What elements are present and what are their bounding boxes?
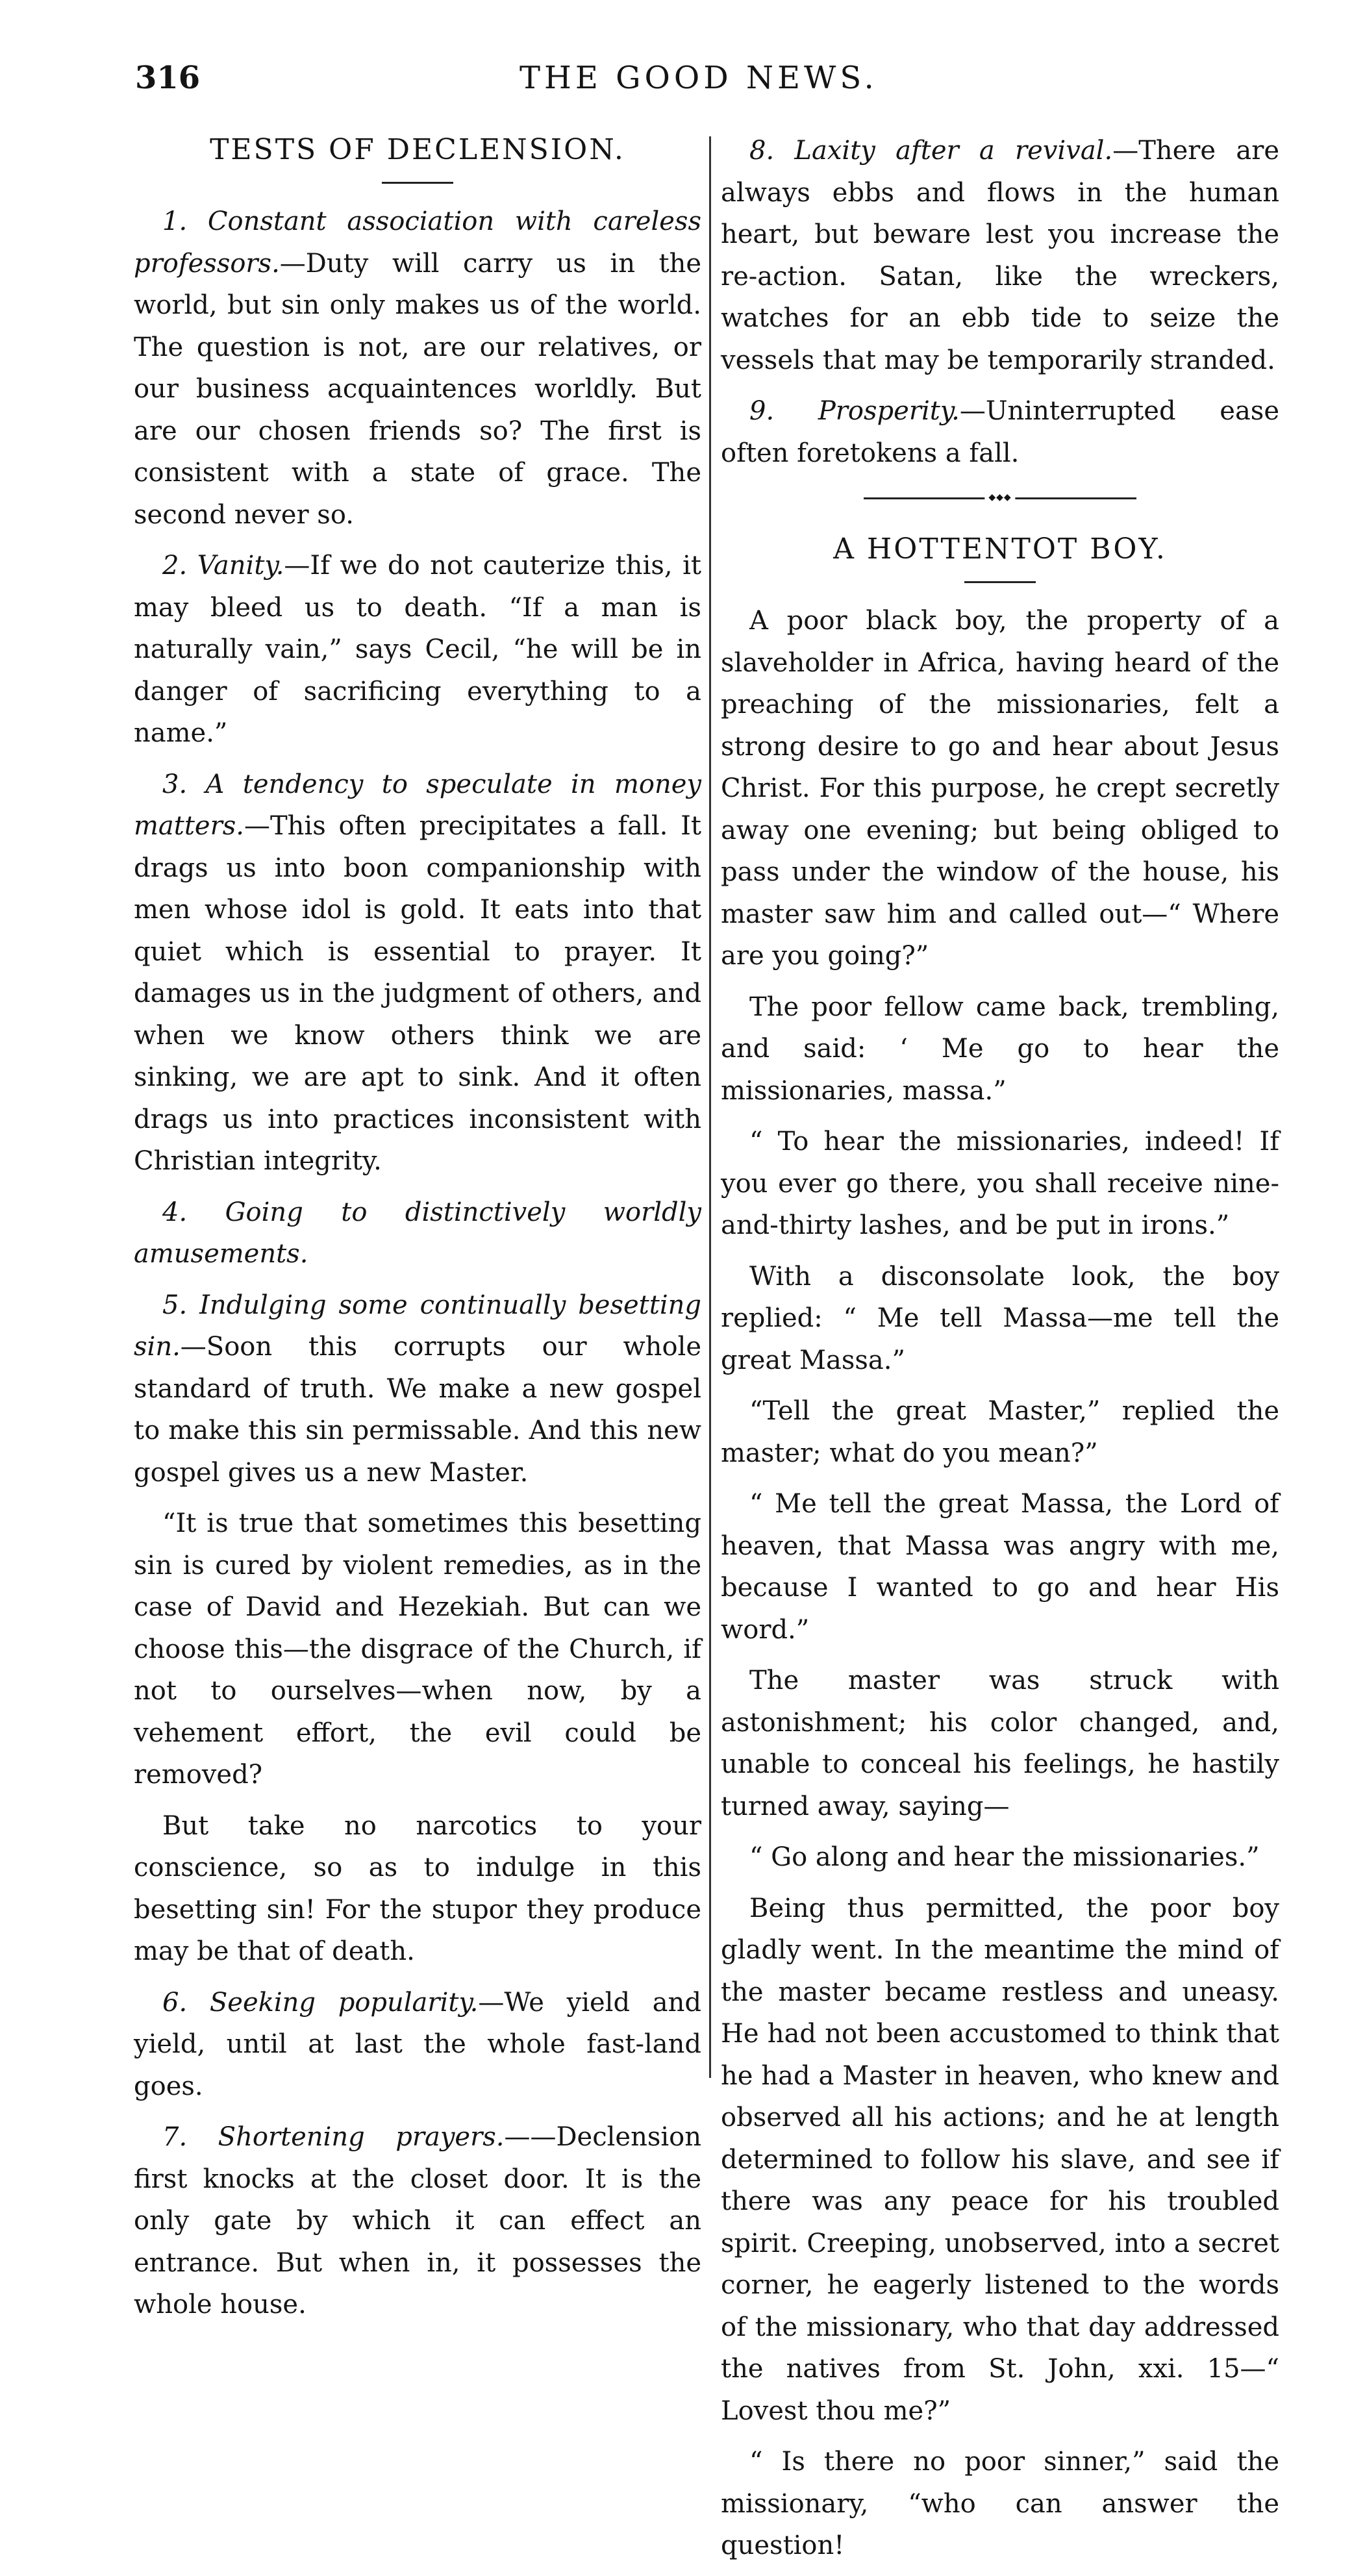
- body-paragraph: The poor fellow came back, trembling, and said: ‘ Me go to hear the missionaries, massa.”: [721, 992, 1279, 1106]
- column-divider: [709, 136, 711, 2078]
- item-label: 6. Seeking popularity.: [162, 1987, 479, 2018]
- left-column: [134, 130, 701, 2335]
- item-text: —There are always ebbs and flows in the human heart, but beware lest you increase the re-action. Satan, like the wreckers, watches for an ebb tide to seize the vessels that may be temporarily stranded.: [721, 136, 1280, 375]
- item-text: —We yield and yield, until at last the whole fast-land goes.: [134, 1987, 701, 2101]
- item-label: 9. Prosperity.: [749, 396, 960, 426]
- body-paragraph: “ Me tell the great Massa, the Lord of heaven, that Massa was angry with me, because I wanted to go and hear His word.”: [721, 1489, 1279, 1645]
- item-text: —Soon this corrupts our whole standard of truth. We make a new gospel to make this sin permissable. And this new gospel gives us a new Master.: [134, 1332, 701, 1488]
- list-item: [134, 545, 701, 755]
- item-label: 5. Indulging some continually besetting sin.: [134, 1290, 701, 1362]
- item-label: 2. Vanity.: [162, 551, 284, 581]
- heading-rule: [382, 182, 453, 184]
- item-label: 1. Constant association with careless professors.: [134, 206, 701, 279]
- item-label: 4. Going to distinctively worldly amusements.: [134, 1197, 701, 1269]
- list-item: [134, 1284, 701, 1494]
- list-item: [721, 390, 1279, 474]
- body-paragraph: “It is true that sometimes this besetting sin is cured by violent remedies, as in the case of David and Hezekiah. But can we choose this—the disgrace of the Church, if not to ourselves—when now, by a vehement effort, the evil could be removed?: [134, 1508, 701, 1790]
- item-text: —Duty will carry us in the world, but sin only makes us of the world. The question is not, are our relatives, or our business acquaintences worldly. But are our chosen friends so? The first is consistent with a state of grace. The second never so.: [134, 248, 701, 530]
- running-head: [0, 60, 1365, 105]
- item-text: ——Declension first knocks at the closet door. It is the only gate by which it can effect an entrance. But when in, it possesses the whole house.: [134, 2122, 701, 2320]
- ornament-divider: [864, 497, 1136, 499]
- article-heading-tests-of-declension: TESTS OF DECLENSION.: [210, 133, 625, 166]
- body-paragraph: The master was struck with astonishment; his color changed, and, unable to conceal his feelings, he hastily turned away, saying—: [721, 1666, 1279, 1821]
- item-text: —Uninterrupted ease often foretokens a fall.: [721, 396, 1279, 468]
- body-paragraph: A poor black boy, the property of a slaveholder in Africa, having heard of the preaching of the missionaries, felt a strong desire to go and hear about Jesus Christ. For this purpose, he crept secretly away one evening; but being obliged to pass under the window of the house, his master saw him and called out—“ Where are you going?”: [721, 606, 1279, 971]
- list-item: [134, 764, 701, 1182]
- body-paragraph: “Tell the great Master,” replied the master; what do you mean?”: [721, 1396, 1279, 1468]
- page-number: 316: [135, 60, 201, 96]
- body-paragraph: “ To hear the missionaries, indeed! If you ever go there, you shall receive nine-and-thirty lashes, and be put in irons.”: [721, 1127, 1279, 1240]
- body-paragraph: Being thus permitted, the poor boy gladly went. In the meantime the mind of the master became restless and uneasy. He had not been accustomed to think that he had a Master in heaven, who knew and observed all his actions; and he at length determined to follow his slave, and see if there was any peace for his troubled spirit. Creeping, unobserved, into a secret corner, he eagerly listened to the words of the missionary, who that day addressed the natives from St. John, xxi. 15—“ Lovest thou me?”: [721, 1893, 1279, 2426]
- body-paragraph: With a disconsolate look, the boy replied: “ Me tell Massa—me tell the great Massa.”: [721, 1261, 1279, 1375]
- item-label: 7. Shortening prayers.: [162, 2122, 505, 2152]
- body-paragraph: “ Is there no poor sinner,” said the missionary, “who can answer the question!: [721, 2447, 1279, 2560]
- list-item: [721, 130, 1279, 381]
- list-item: [134, 201, 701, 536]
- article-heading-hottentot-boy: A HOTTENTOT BOY.: [833, 532, 1167, 566]
- list-item: [134, 2116, 701, 2326]
- body-paragraph: “ Go along and hear the missionaries.”: [749, 1842, 1260, 1872]
- list-item: [134, 1982, 701, 2108]
- list-item: [134, 1192, 701, 1275]
- journal-title: THE GOOD NEWS.: [520, 60, 878, 96]
- item-text: —If we do not cauterize this, it may bleed us to death. “If a man is naturally vain,” says Cecil, “he will be in danger of sacrificing everything to a name.”: [134, 551, 701, 748]
- item-text: —This often precipitates a fall. It drags us into boon companionship with men whose idol is gold. It eats into that quiet which is essential to prayer. It damages us in the judgment of others, and when we know others think we are sinking, we are apt to sink. And it often drags us into practices inconsistent with Christian integrity.: [134, 811, 701, 1176]
- heading-rule: [964, 581, 1036, 583]
- right-column: [721, 130, 1279, 2576]
- item-label: 3. A tendency to speculate in money matters.: [134, 769, 701, 841]
- body-paragraph: But take no narcotics to your conscience, so as to indulge in this besetting sin! For the stupor they produce may be that of death.: [134, 1810, 701, 1966]
- item-label: 8. Laxity after a revival.: [749, 136, 1113, 166]
